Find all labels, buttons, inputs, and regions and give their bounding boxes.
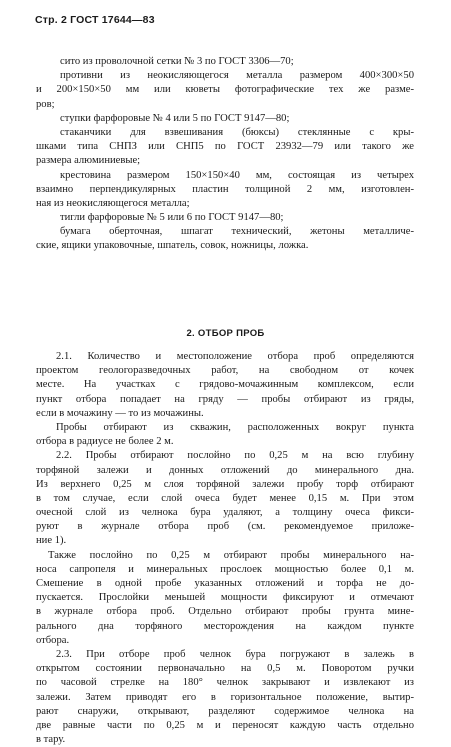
page-header: Стр. 2 ГОСТ 17644—83 — [35, 14, 155, 26]
body-line: пускается. Прослойки меньшей мощности фиксируют и отмечают — [36, 592, 414, 604]
body-line: отбора. — [36, 634, 70, 646]
list-line: ная из неокисляющегося металла; — [36, 197, 190, 209]
list-line: и 200×150×50 мм или кюветы фотографические тех же разме- — [36, 84, 414, 96]
list-line: шками типа СНПЗ или СНП5 по ГОСТ 23932—79 или такого же — [36, 141, 414, 153]
list-line: тигли фарфоровые № 5 или 6 по ГОСТ 9147—80; — [60, 212, 284, 224]
body-line: торфяной залежи и донных отложений до минерального дна. — [36, 464, 414, 476]
list-line: ступки фарфоровые № 4 или 5 по ГОСТ 9147—80; — [60, 112, 290, 124]
body-line: в том случае, если слой очеса будет менее 0,15 м. При этом — [36, 492, 414, 504]
body-line: пункт отбора попадает на гряду — пробы отбирают из гряды, — [36, 393, 414, 405]
body-line: залежи. Затем приводят его в горизонтальное положение, вытир- — [36, 691, 414, 703]
body-line: в тару. — [36, 734, 66, 746]
body-line: носа сапропеля и минеральных прослоек мощностью более 0,1 м. — [36, 563, 414, 575]
body-line: по часовой стрелке на 180° челнок закрывают и извлекают из — [36, 677, 414, 689]
body-line: ние 1). — [36, 535, 67, 547]
list-line: крестовина размером 150×150×40 мм, состоящая из четырех — [60, 169, 414, 181]
body-line: Из верхнего 0,25 м слоя торфяной залежи пробу торф отбирают — [36, 478, 414, 490]
body-line: 2.3. При отборе проб челнок бура погружают в залежь в — [56, 648, 414, 660]
list-line: взаимно перпендикулярных пластин толщиной 2 мм, изготовлен- — [36, 183, 414, 195]
body-line: две равные части по 0,25 м и переносят каждую часть отдельно — [36, 719, 414, 731]
body-line: очесной слой из челнока бура удаляют, а толщину очеса фикси- — [36, 507, 414, 519]
body-line: в журнале отбора проб. Отдельно отбирают пробы грунта мине- — [36, 606, 414, 618]
body-line: Пробы отбирают из скважин, расположенных вокруг пункта — [56, 421, 414, 433]
body-line: Смешение в одной пробе указанных отложений и торфа не до- — [36, 578, 414, 589]
section-title: 2. ОТБОР ПРОБ — [186, 328, 265, 339]
equipment-list — [36, 55, 414, 254]
body-line: проектом геологоразведочных работ, на свободном от кочек — [36, 365, 414, 377]
body-line: рального дна торфяного месторождения на каждом пункте — [36, 620, 414, 632]
body-line: рают снаружи, открывают, разделяют содержимое челнока на — [36, 705, 414, 717]
body-line: руют в журнале отбора проб (см. рекомендуемое приложе- — [36, 521, 414, 533]
body-line: отбора в радиусе не более 2 м. — [36, 436, 174, 448]
list-line: противни из неокисляющегося металла размером 400×300×50 — [60, 70, 414, 82]
list-line: стаканчики для взвешивания (бюксы) стеклянные с кры- — [60, 126, 414, 138]
body-line: 2.2. Пробы отбирают послойно по 0,25 м на всю глубину — [56, 450, 414, 462]
list-line: бумага оберточная, шпагат технический, жетоны металличе- — [60, 226, 414, 238]
body-line: месте. На участках с грядово-мочажинным комплексом, если — [36, 379, 414, 391]
list-line: ские, ящики упаковочные, шпатель, совок, ножницы, ложка. — [36, 240, 309, 252]
body-line: если в мочажину — то из мочажины. — [36, 407, 204, 419]
body-line: Также послойно по 0,25 м отбирают пробы минерального на- — [48, 549, 414, 561]
body-line: открытом состоянии первоначально на 0,5 м. Поворотом ручки — [36, 663, 414, 675]
list-line: сито из проволочной сетки № 3 по ГОСТ 3306—70; — [60, 56, 294, 67]
list-line: ров; — [36, 98, 55, 110]
body-line: 2.1. Количество и местоположение отбора проб определяются — [56, 351, 414, 362]
section-body — [36, 350, 414, 747]
list-line: размера алюминиевые; — [36, 155, 141, 167]
